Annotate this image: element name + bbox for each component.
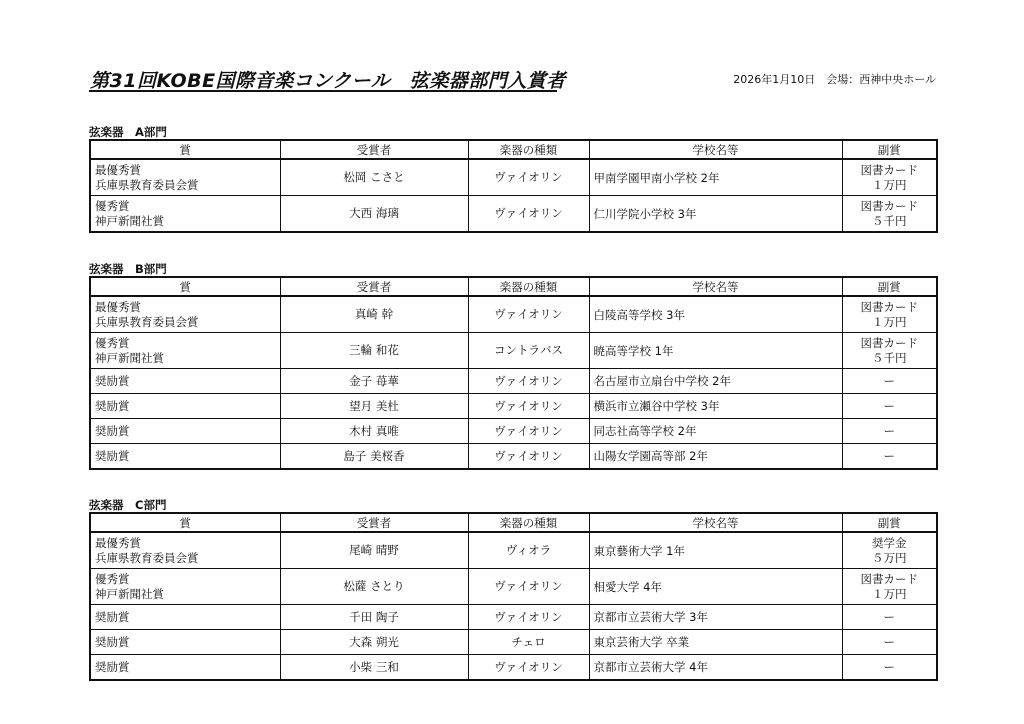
school-cell: 名古屋市立扇台中学校 2年 (589, 369, 842, 394)
award-name: 兵庫県教育委員会賞 (95, 177, 199, 192)
award-name: 最優秀賞 (95, 535, 141, 550)
prize-value: １万円 (872, 314, 907, 329)
prize-value: ー (883, 609, 895, 624)
award-name: 奨励賞 (95, 373, 130, 388)
prize-value: １万円 (872, 177, 907, 192)
table-row (90, 532, 937, 569)
page-title: 第31回KOBE国際音楽コンクール 弦楽器部門入賞者 (90, 70, 566, 92)
award-name: 兵庫県教育委員会賞 (95, 314, 199, 329)
prize-cell (842, 630, 937, 655)
award-cell (90, 532, 280, 569)
prize-cell (842, 196, 937, 233)
prize-value: ー (883, 398, 895, 413)
instrument-cell: ヴィオラ (468, 532, 589, 569)
recipient-cell: 松薩 さとり (280, 569, 468, 605)
instrument-cell: ヴァイオリン (468, 655, 589, 681)
table-row (90, 394, 937, 419)
table-row (90, 369, 937, 394)
prize-value: 図書カード (860, 299, 918, 314)
prize-cell (842, 419, 937, 444)
recipient-cell: 大西 海璃 (280, 196, 468, 233)
award-name: 兵庫県教育委員会賞 (95, 550, 199, 565)
event-info: 2026年1月10日 会場：西神中央ホール (733, 73, 936, 86)
school-cell: 甲南学園甲南小学校 2年 (589, 159, 842, 196)
prize-value: 奨学金 (872, 535, 907, 550)
table-row (90, 444, 937, 470)
award-name: 奨励賞 (95, 659, 130, 674)
award-name: 優秀賞 (95, 198, 130, 213)
header-recipient: 受賞者 (280, 513, 468, 532)
section-a (89, 125, 936, 233)
header-recipient: 受賞者 (280, 277, 468, 296)
instrument-cell: ヴァイオリン (468, 159, 589, 196)
award-cell (90, 655, 280, 681)
award-cell (90, 419, 280, 444)
school-cell: 暁高等学校 1年 (589, 333, 842, 369)
instrument-cell: ヴァイオリン (468, 296, 589, 333)
instrument-cell: ヴァイオリン (468, 444, 589, 470)
instrument-cell: ヴァイオリン (468, 394, 589, 419)
award-name: 優秀賞 (95, 335, 130, 350)
award-cell (90, 369, 280, 394)
school-cell: 東京芸術大学 卒業 (589, 630, 842, 655)
recipient-cell: 松岡 こさと (280, 159, 468, 196)
instrument-cell: ヴァイオリン (468, 569, 589, 605)
title-underline (89, 90, 557, 92)
award-cell (90, 605, 280, 630)
award-cell (90, 394, 280, 419)
header-school: 学校名等 (589, 277, 842, 296)
recipient-cell: 島子 美桜香 (280, 444, 468, 470)
award-cell (90, 333, 280, 369)
table-row (90, 605, 937, 630)
recipient-cell: 大森 朔光 (280, 630, 468, 655)
prize-value: ー (883, 423, 895, 438)
school-cell: 白陵高等学校 3年 (589, 296, 842, 333)
header-instrument: 楽器の種類 (468, 277, 589, 296)
prize-cell (842, 333, 937, 369)
recipient-cell: 三輪 和花 (280, 333, 468, 369)
school-cell: 京都市立芸術大学 3年 (589, 605, 842, 630)
instrument-cell: ヴァイオリン (468, 369, 589, 394)
award-name: 奨励賞 (95, 609, 130, 624)
prize-value: ー (883, 634, 895, 649)
prize-value: ５万円 (872, 550, 907, 565)
header-award: 賞 (90, 140, 280, 159)
school-cell: 仁川学院小学校 3年 (589, 196, 842, 233)
recipient-cell: 望月 美杜 (280, 394, 468, 419)
prize-value: １万円 (872, 586, 907, 601)
header-award: 賞 (90, 513, 280, 532)
award-name: 奨励賞 (95, 634, 130, 649)
prize-cell (842, 394, 937, 419)
prize-value: 図書カード (860, 335, 918, 350)
header-recipient: 受賞者 (280, 140, 468, 159)
award-name: 奨励賞 (95, 448, 130, 463)
prize-value: ー (883, 659, 895, 674)
header-school: 学校名等 (589, 513, 842, 532)
prize-value: 図書カード (860, 198, 918, 213)
recipient-cell: 真崎 幹 (280, 296, 468, 333)
prize-value: 図書カード (860, 162, 918, 177)
school-cell: 山陽女学園高等部 2年 (589, 444, 842, 470)
prize-value: ー (883, 448, 895, 463)
table-row (90, 196, 937, 233)
prize-cell (842, 605, 937, 630)
prize-cell (842, 369, 937, 394)
table-row (90, 569, 937, 605)
table-row (90, 630, 937, 655)
school-cell: 相愛大学 4年 (589, 569, 842, 605)
prize-cell (842, 569, 937, 605)
award-name: 奨励賞 (95, 423, 130, 438)
prize-cell (842, 296, 937, 333)
award-name: 優秀賞 (95, 571, 130, 586)
award-name: 神戸新聞社賞 (95, 350, 164, 365)
school-cell: 京都市立芸術大学 4年 (589, 655, 842, 681)
table-header-row (90, 277, 937, 296)
section-label: 弦楽器 A部門 (89, 125, 167, 139)
prize-value: 図書カード (860, 571, 918, 586)
prize-value: ５千円 (872, 350, 907, 365)
section-c (89, 498, 936, 681)
award-name: 神戸新聞社賞 (95, 586, 164, 601)
table-row (90, 655, 937, 681)
header-instrument: 楽器の種類 (468, 513, 589, 532)
prize-cell (842, 444, 937, 470)
school-cell: 東京藝術大学 1年 (589, 532, 842, 569)
prize-value: ５千円 (872, 213, 907, 228)
header-instrument: 楽器の種類 (468, 140, 589, 159)
award-cell (90, 569, 280, 605)
recipient-cell: 木村 真唯 (280, 419, 468, 444)
prize-cell (842, 655, 937, 681)
awards-table (89, 512, 938, 681)
award-name: 最優秀賞 (95, 299, 141, 314)
table-row (90, 159, 937, 196)
section-label: 弦楽器 B部門 (89, 262, 167, 276)
section-label: 弦楽器 C部門 (89, 498, 167, 512)
recipient-cell: 尾崎 晴野 (280, 532, 468, 569)
award-name: 最優秀賞 (95, 162, 141, 177)
recipient-cell: 小柴 三和 (280, 655, 468, 681)
table-header-row (90, 513, 937, 532)
table-row (90, 419, 937, 444)
award-cell (90, 444, 280, 470)
header-prize: 副賞 (842, 140, 937, 159)
table-row (90, 296, 937, 333)
instrument-cell: ヴァイオリン (468, 196, 589, 233)
table-row (90, 333, 937, 369)
header-prize: 副賞 (842, 513, 937, 532)
header-prize: 副賞 (842, 277, 937, 296)
awards-table (89, 276, 938, 470)
award-cell (90, 296, 280, 333)
instrument-cell: ヴァイオリン (468, 419, 589, 444)
header-school: 学校名等 (589, 140, 842, 159)
prize-cell (842, 159, 937, 196)
prize-value: ー (883, 373, 895, 388)
award-name: 奨励賞 (95, 398, 130, 413)
recipient-cell: 千田 陶子 (280, 605, 468, 630)
table-header-row (90, 140, 937, 159)
awards-table (89, 139, 938, 233)
school-cell: 横浜市立瀬谷中学校 3年 (589, 394, 842, 419)
award-name: 神戸新聞社賞 (95, 213, 164, 228)
recipient-cell: 金子 苺華 (280, 369, 468, 394)
section-b (89, 262, 936, 470)
school-cell: 同志社高等学校 2年 (589, 419, 842, 444)
award-cell (90, 159, 280, 196)
award-cell (90, 630, 280, 655)
instrument-cell: チェロ (468, 630, 589, 655)
award-cell (90, 196, 280, 233)
header-award: 賞 (90, 277, 280, 296)
instrument-cell: コントラバス (468, 333, 589, 369)
prize-cell (842, 532, 937, 569)
instrument-cell: ヴァイオリン (468, 605, 589, 630)
